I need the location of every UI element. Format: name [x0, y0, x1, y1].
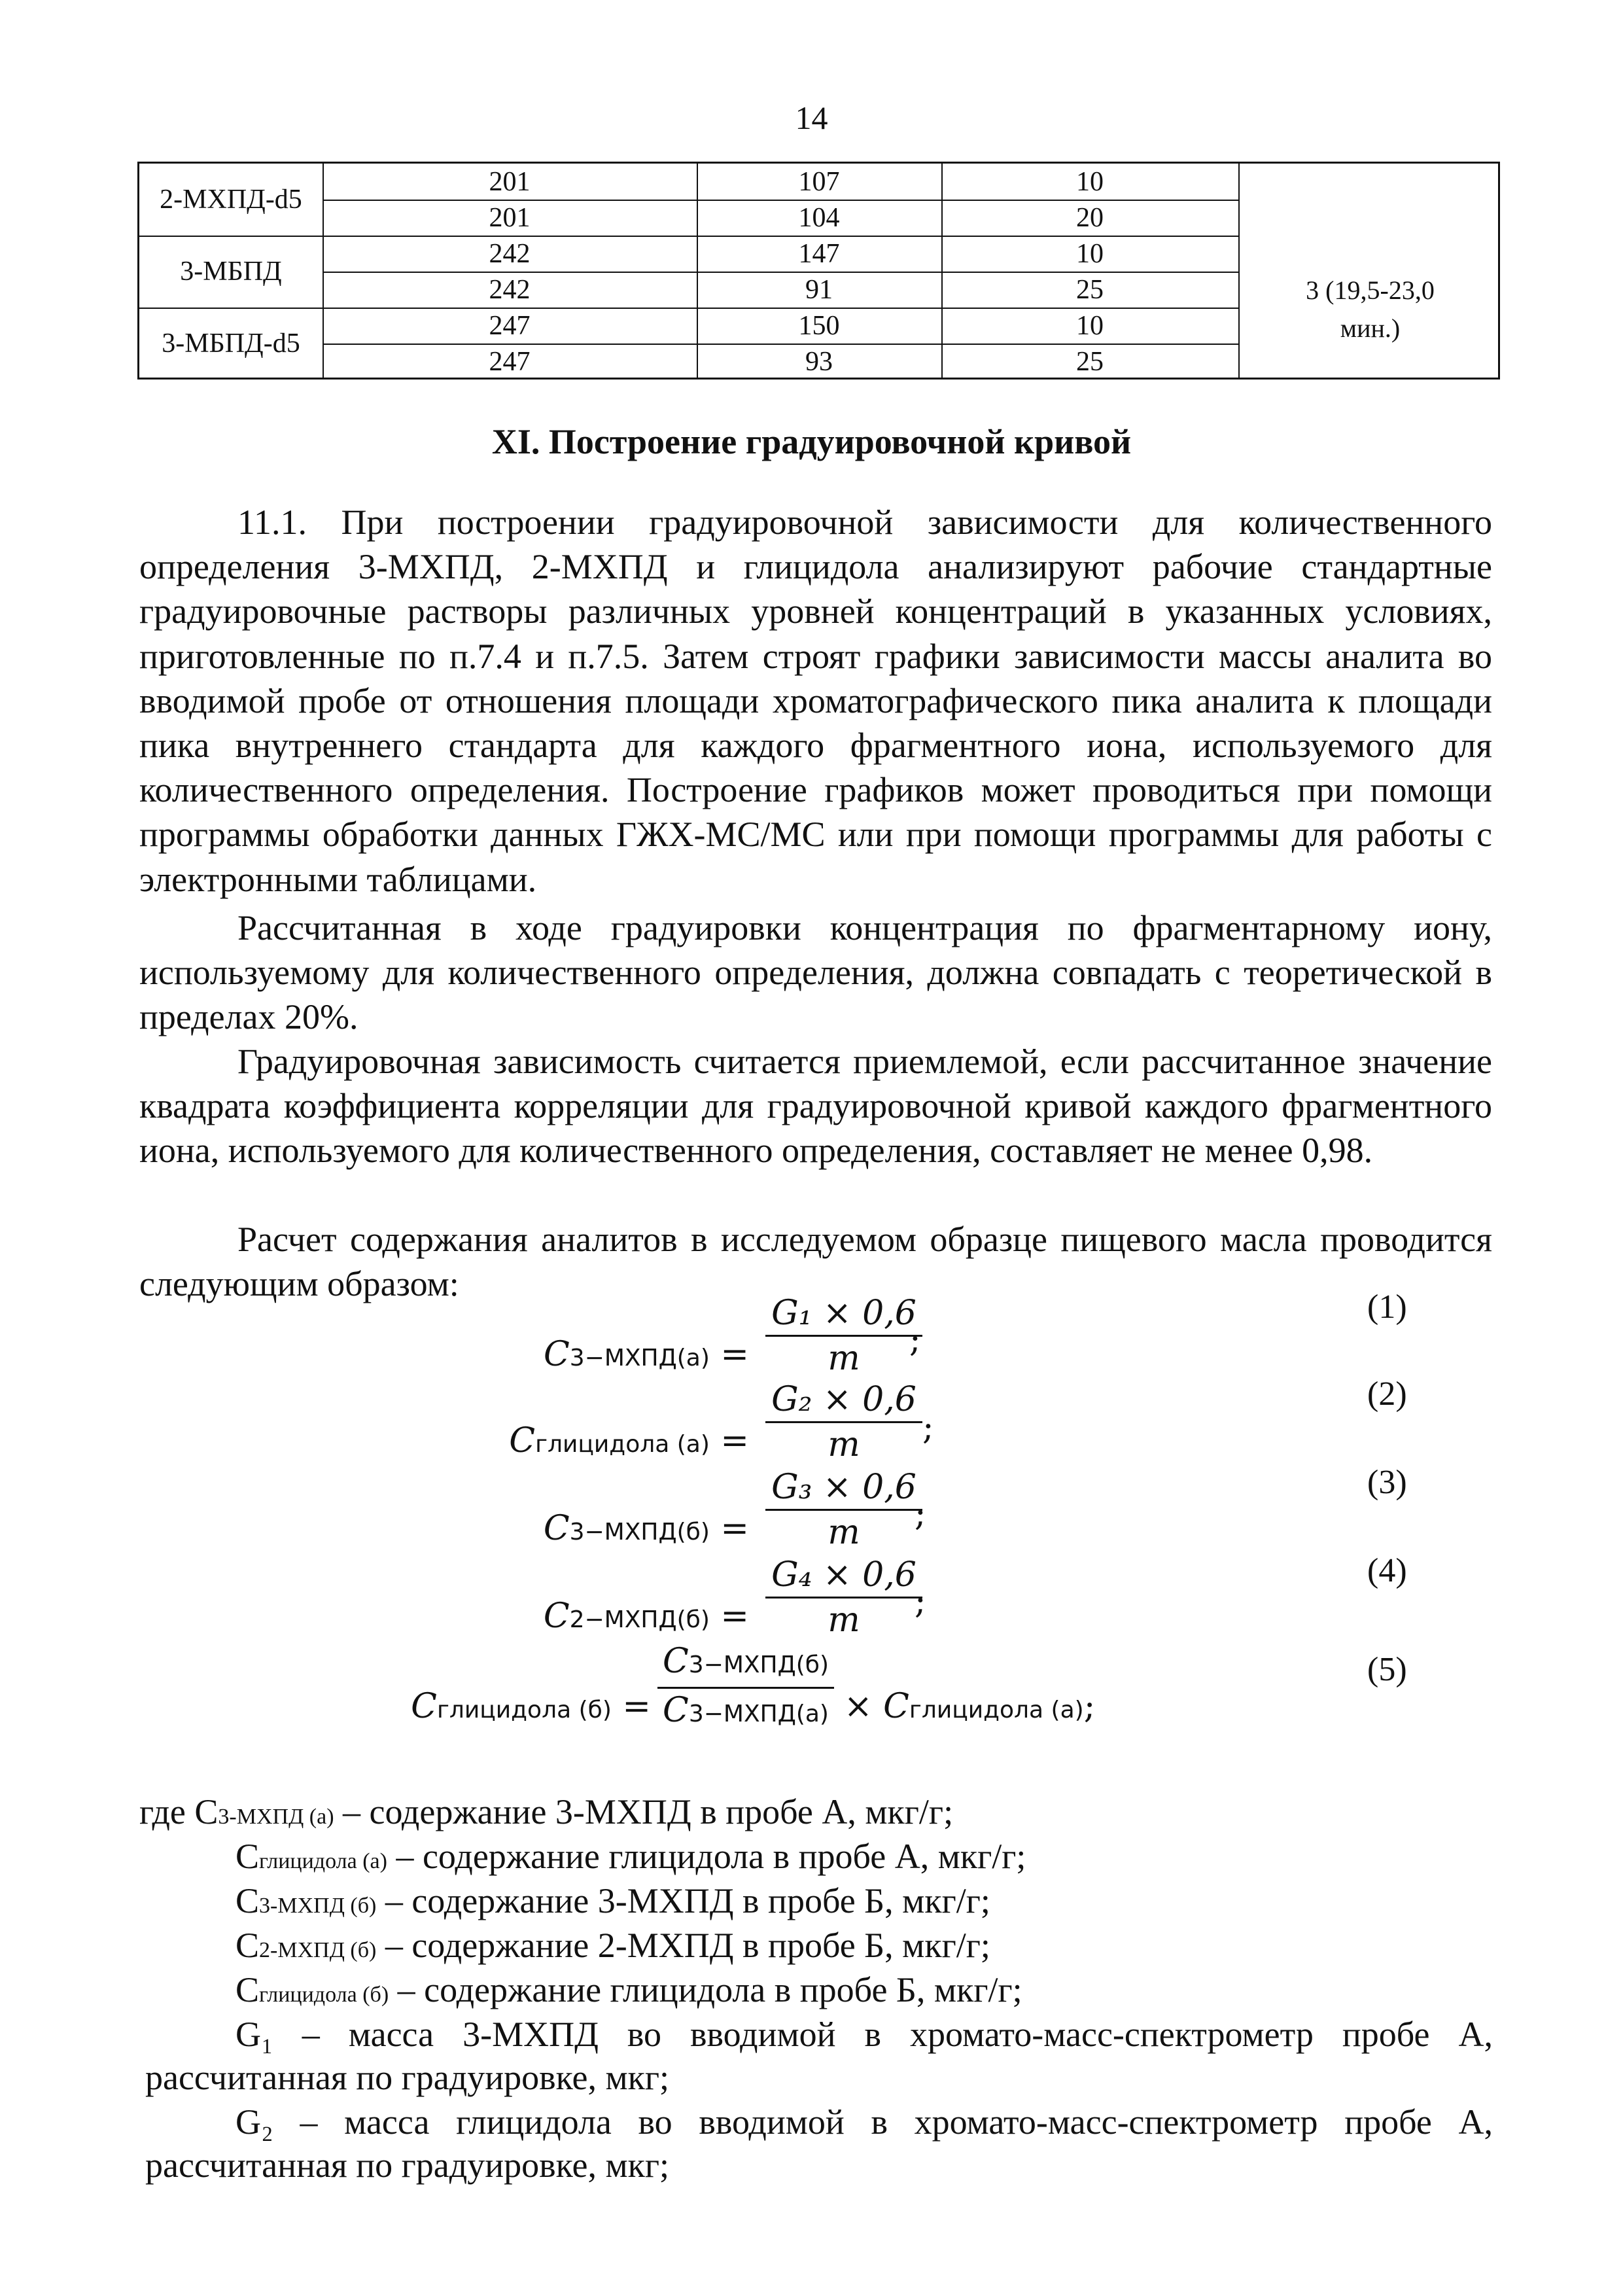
- paragraph-11-1: [139, 500, 1492, 902]
- table-cell: 201: [489, 167, 531, 197]
- table-cell: 10: [1076, 239, 1104, 269]
- table-cell: 242: [489, 275, 531, 305]
- table-cell: 25: [1076, 347, 1104, 377]
- definition-line: С3-МХПД (б) – содержание 3-МХПД в пробе Б, мкг/г;: [236, 1881, 990, 1920]
- equation-number: (1): [1367, 1288, 1407, 1326]
- table-cell: 93: [805, 347, 833, 377]
- table-cell: 104: [798, 203, 840, 233]
- paragraph-number: 11.1.: [237, 503, 307, 542]
- definition-line: С2-МХПД (б) – содержание 2-МХПД в пробе Б, мкг/г;: [236, 1926, 990, 1965]
- table-cell: 247: [489, 311, 531, 341]
- definition-line: G₁ – масса 3-МХПД во вводимой в хромато-масс-спектрометр пробе А,: [236, 2015, 1493, 2054]
- definition-line: Сглицидола (а) – содержание глицидола в пробе А, мкг/г;: [236, 1837, 1026, 1876]
- table-note: мин.): [1340, 313, 1401, 343]
- paragraph-text: При построении градуировочной зависимости для количественного определения 3-МХПД, 2-МХПД и глицидола анализируют рабочие стандартные градуировочные растворы различных уровней концентраций в указанных условиях, приготовленные по п.7.4 и п.7.5. Затем строят графики зависимости массы аналита во вводимой пробе от отношения площади хроматографического пика аналита к площади пика внутреннего стандарта для каждого фрагментного иона, используемого для количественного определения. Построение графиков может проводиться при помощи программы обработки данных ГЖХ-МС/МС или при помощи программы для работы с электронными таблицами.: [139, 503, 1493, 899]
- definition-line: Сглицидола (б) – содержание глицидола в пробе Б, мкг/г;: [236, 1970, 1022, 2009]
- table-row-name: 3-МБПД: [180, 256, 282, 287]
- definition-line: G₂ – масса глицидола во вводимой в хромато-масс-спектрометр пробе А,: [236, 2102, 1493, 2142]
- data-table: [137, 162, 1500, 380]
- equation-number: (4): [1367, 1552, 1407, 1589]
- table-cell: 25: [1076, 275, 1104, 305]
- table-cell: 10: [1076, 167, 1104, 197]
- table-cell: 20: [1076, 203, 1104, 233]
- definition-line: рассчитанная по градуировке, мкг;: [145, 2058, 670, 2097]
- table-cell: 242: [489, 239, 531, 269]
- paragraph-text: Градуировочная зависимость считается приемлемой, если рассчитанное значение квадрата коэффициента корреляции для градуировочной кривой каждого фрагментного иона, используемого для количественного определения, составляет не менее 0,98.: [139, 1042, 1492, 1171]
- table-cell: 150: [798, 311, 840, 341]
- paragraph-text: Рассчитанная в ходе градуировки концентрация по фрагментарному иону, используемому для количественного определения, должна совпадать с теоретической в пределах 20%.: [139, 908, 1492, 1037]
- table-row-name: 2-МХПД-d5: [160, 185, 302, 215]
- table-cell: 107: [798, 167, 840, 197]
- table-cell: 247: [489, 347, 531, 377]
- table-row-name: 3-МБПД-d5: [162, 328, 300, 359]
- definition-line: рассчитанная по градуировке, мкг;: [145, 2146, 670, 2185]
- equation-number: (3): [1367, 1464, 1407, 1501]
- page-number: 14: [795, 99, 828, 136]
- definition-line: где С3-МХПД (а) – содержание 3-МХПД в пробе А, мкг/г;: [139, 1792, 954, 1831]
- table-note: 3 (19,5-23,0: [1306, 275, 1435, 305]
- equation-number: (5): [1367, 1651, 1407, 1688]
- table-cell: 201: [489, 203, 531, 233]
- table-cell: 91: [805, 275, 833, 305]
- paragraph-text: Расчет содержания аналитов в исследуемом образце пищевого масла проводится следующим образом:: [139, 1220, 1492, 1304]
- equation-number: (2): [1367, 1375, 1407, 1413]
- table-cell: 147: [798, 239, 840, 269]
- section-heading: XI. Построение градуировочной кривой: [491, 422, 1132, 461]
- table-cell: 10: [1076, 311, 1104, 341]
